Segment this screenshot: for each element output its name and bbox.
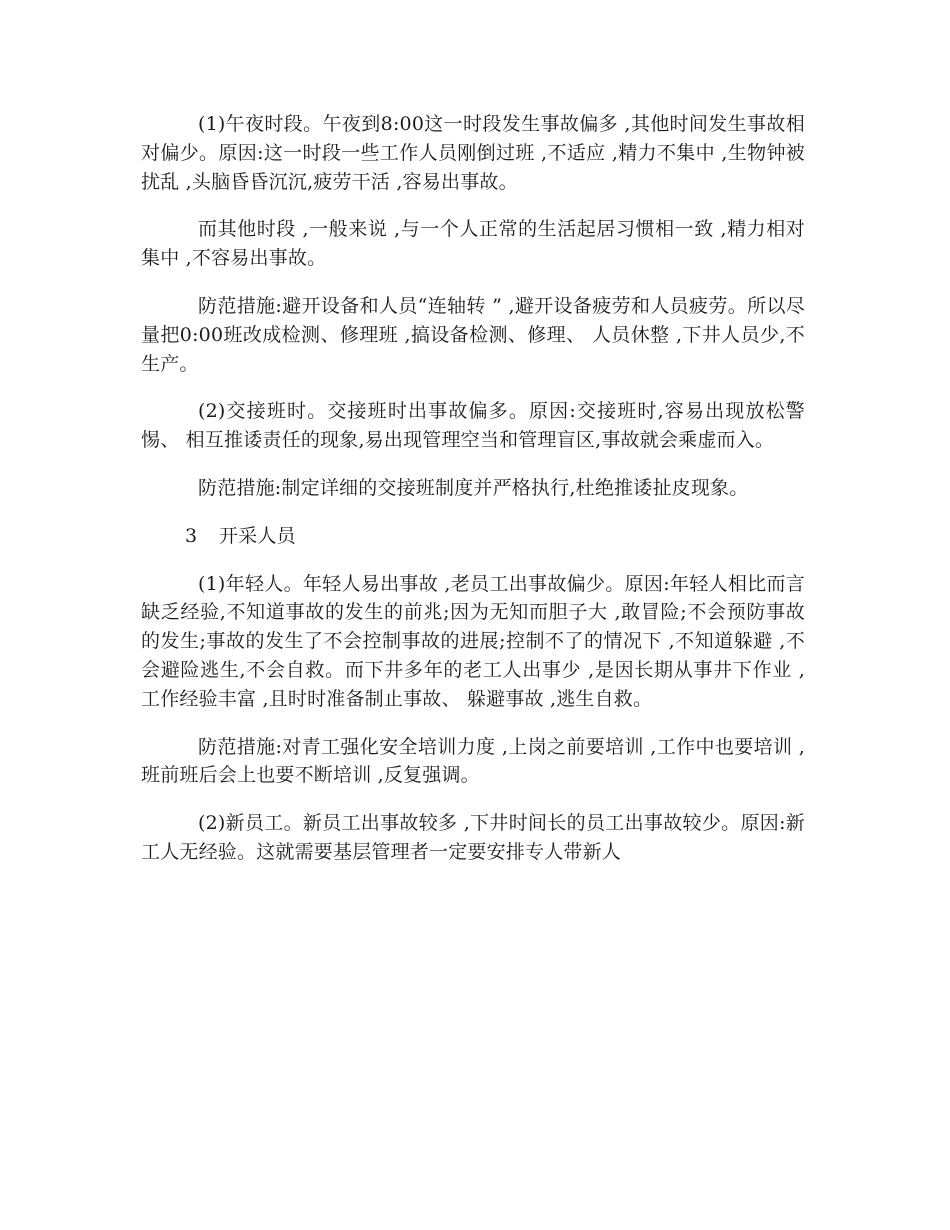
paragraph-young-workers: (1)年轻人。年轻人易出事故 ,老员工出事故偏少。原因:年轻人相比而言缺乏经验,不知道事故的发生的前兆;因为无知而胆子大 ,敢冒险;不会预防事故的发生;事故的发生了不会控制事故的进展;控制不了的情况下 ,不知道躲避 ,不会避险逃生,不会自救。而下井多年的老工人出事少 ,是因长期从事井下作业 ,工作经验丰富 ,且时时准备制止事故、 躲避事故 ,逃生自救。 bbox=[141, 572, 805, 710]
paragraph-prevention-handover: 防范措施:制定详细的交接班制度并严格执行,杜绝推诿扯皮现象。 bbox=[198, 476, 749, 499]
paragraph-shift-handover: (2)交接班时。交接班时出事故偏多。原因:交接班时,容易出现放松警惕、 相互推诿责任的现象,易出现管理空当和管理盲区,事故就会乘虚而入。 bbox=[141, 400, 805, 452]
paragraph-midnight-period: (1)午夜时段。午夜到8:00这一时段发生事故偏多 ,其他时间发生事故相对偏少。原因:这一时段一些工作人员刚倒过班 ,不适应 ,精力不集中 ,生物钟被扰乱 ,头脑昏昏沉沉,疲劳干活 ,容易出事故。 bbox=[141, 113, 805, 193]
paragraph-new-employees: (2)新员工。新员工出事故较多 ,下井时间长的员工出事故较少。原因:新工人无经验。这就需要基层管理者一定要安排专人带新人 bbox=[141, 812, 805, 863]
section-heading bbox=[141, 522, 805, 551]
paragraph-prevention-fatigue: 防范措施:避开设备和人员“连轴转 ” ,避开设备疲劳和人员疲劳。所以尽量把0:00班改成检测、修理班 ,搞设备检测、修理、 人员休整 ,下井人员少,不生产。 bbox=[141, 294, 805, 375]
section-number: 3 bbox=[185, 524, 198, 547]
paragraph-prevention-training: 防范措施:对青工强化安全培训力度 ,上岗之前要培训 ,工作中也要培训 ,班前班后会上也要不断培训 ,反复强调。 bbox=[141, 735, 805, 787]
paragraph-other-periods: 而其他时段 ,一般来说 ,与一个人正常的生活起居习惯相一致 ,精力相对集中 ,不容易出事故。 bbox=[141, 218, 805, 270]
section-title: 开采人员 bbox=[219, 524, 296, 547]
document-page bbox=[141, 110, 805, 886]
